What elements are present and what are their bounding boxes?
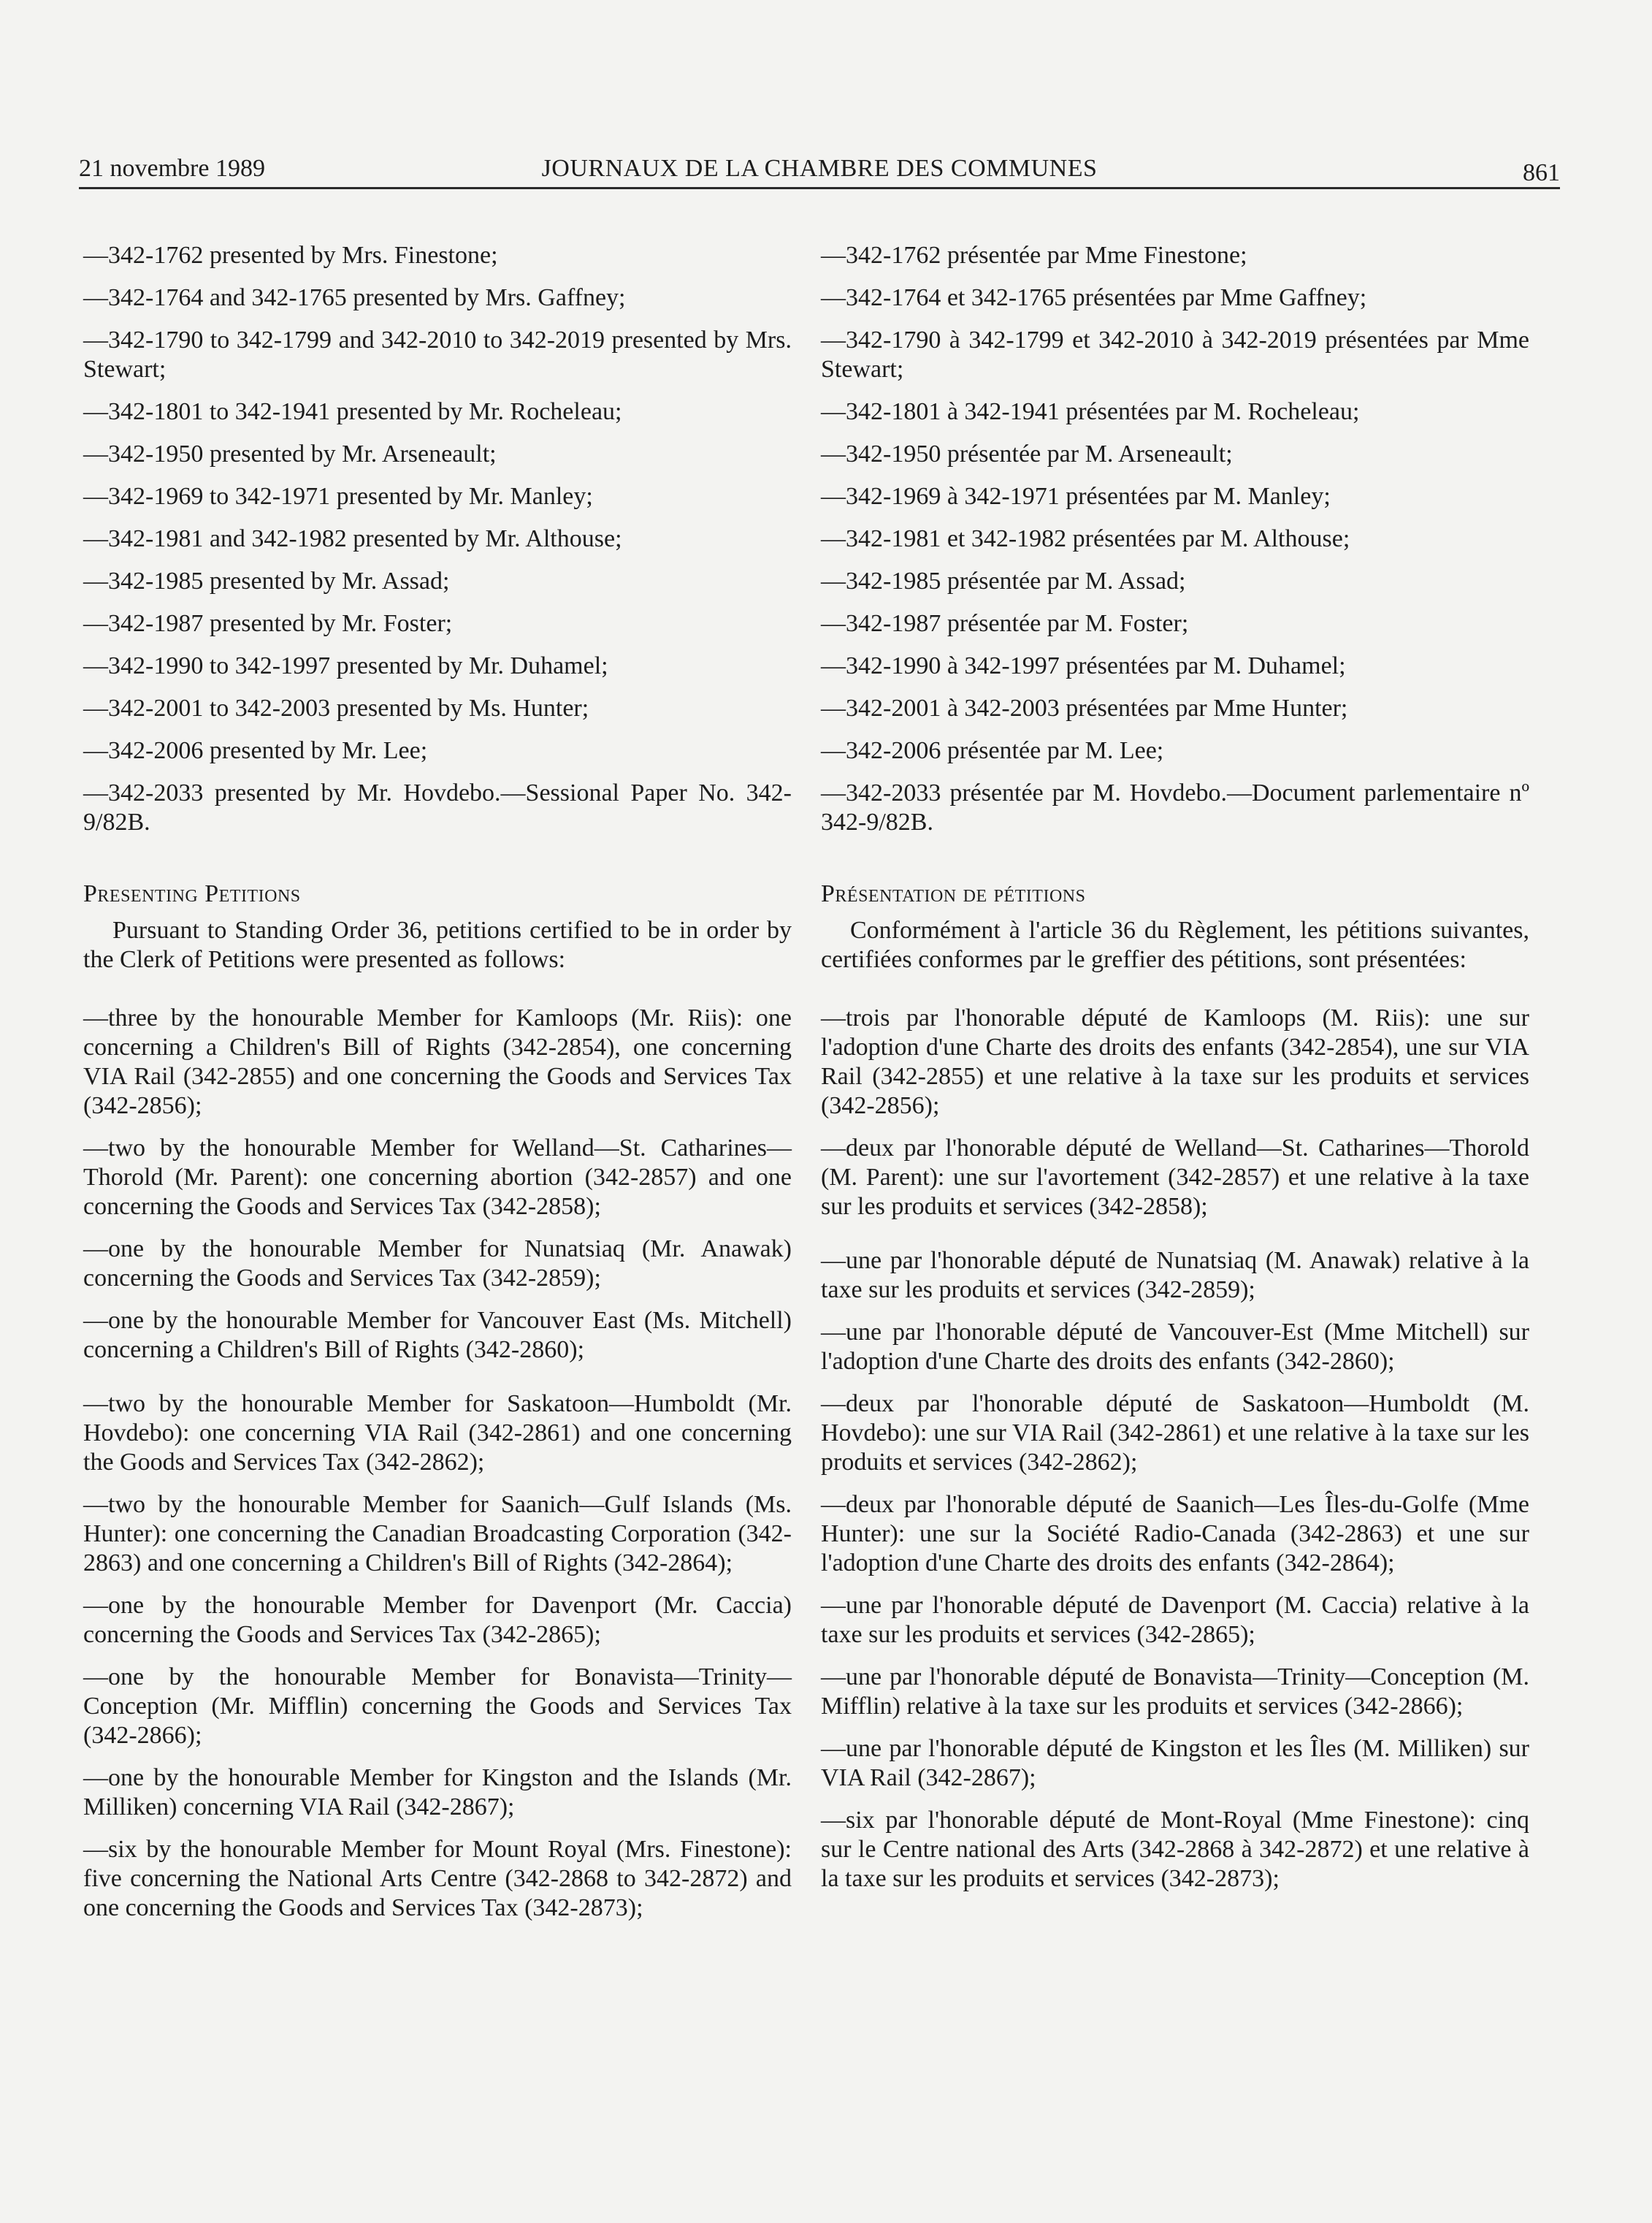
list-item: —342-1762 présentée par Mme Finestone; <box>821 242 1247 269</box>
petition-item: —une par l'honorable député de Bonavista—Trinity—Conception (M. Mifflin) relative à la taxe sur les produits et services (342-2866); <box>821 1663 1529 1720</box>
list-item: —342-2006 presented by Mr. Lee; <box>83 737 428 764</box>
petition-item: —one by the honourable Member for Nunatsiaq (Mr. Anawak) concerning the Goods and Services Tax (342-2859); <box>83 1235 792 1292</box>
page-number: 861 <box>1523 159 1560 186</box>
list-item: —342-1969 to 342-1971 presented by Mr. Manley; <box>83 483 593 510</box>
list-item: —342-1764 and 342-1765 presented by Mrs. Gaffney; <box>83 284 626 311</box>
petition-item: —one by the honourable Member for Vancouver East (Ms. Mitchell) concerning a Children's Bill of Rights (342-2860); <box>83 1307 792 1363</box>
section-heading: Présentation de pétitions <box>821 880 1086 907</box>
petition-item: —two by the honourable Member for Welland—St. Catharines—Thorold (Mr. Parent): one concerning abortion (342-2857) and one concerning the Goods and Services Tax (342-2858); <box>83 1135 792 1220</box>
section-intro: Conformément à l'article 36 du Règlement, les pétitions suivantes, certifiées conformes par le greffier des pétitions, sont présentées: <box>821 917 1529 973</box>
page-header <box>79 146 1560 189</box>
list-item: —342-1950 presented by Mr. Arseneault; <box>83 441 497 468</box>
petition-item: —one by the honourable Member for Davenport (Mr. Caccia) concerning the Goods and Services Tax (342-2865); <box>83 1592 792 1648</box>
petition-item: —une par l'honorable député de Nunatsiaq (M. Anawak) relative à la taxe sur les produits et services (342-2859); <box>821 1247 1529 1303</box>
list-item: —342-2001 to 342-2003 presented by Ms. Hunter; <box>83 695 589 722</box>
petition-item: —une par l'honorable député de Vancouver-Est (Mme Mitchell) sur l'adoption d'une Charte des droits des enfants (342-2860); <box>821 1319 1529 1375</box>
list-item: —342-1950 présentée par M. Arseneault; <box>821 441 1233 468</box>
list-item: —342-1985 présentée par M. Assad; <box>821 568 1186 595</box>
petition-list <box>821 1004 1529 1894</box>
list-item: —342-1801 à 342-1941 présentées par M. Rocheleau; <box>821 398 1360 425</box>
petition-item: —one by the honourable Member for Kingston and the Islands (Mr. Milliken) concerning VIA Rail (342-2867); <box>83 1764 792 1820</box>
french-column <box>821 241 1529 1907</box>
list-item: —342-1987 présentée par M. Foster; <box>821 610 1189 637</box>
sessional-paper-list <box>83 241 792 837</box>
petition-item: —trois par l'honorable député de Kamloops (M. Riis): une sur l'adoption d'une Charte des droits des enfants (342-2854), une sur VIA Rail (342-2855) et une relative à la taxe sur les produits et services (342-2856); <box>821 1004 1529 1119</box>
petition-item: —two by the honourable Member for Saanich—Gulf Islands (Ms. Hunter): one concerning the Canadian Broadcasting Corporation (342-2863) and one concerning a Children's Bill of Rights (342-2864); <box>83 1491 792 1576</box>
petition-item: —two by the honourable Member for Saskatoon—Humboldt (Mr. Hovdebo): one concerning VIA Rail (342-2861) and one concerning the Goods and Services Tax (342-2862); <box>83 1390 792 1476</box>
list-item: —342-1762 presented by Mrs. Finestone; <box>83 242 498 269</box>
petition-item: —one by the honourable Member for Bonavista—Trinity—Conception (Mr. Mifflin) concerning the Goods and Services Tax (342-2866); <box>83 1663 792 1749</box>
header-date: 21 novembre 1989 <box>79 155 265 182</box>
list-item: —342-1969 à 342-1971 présentées par M. Manley; <box>821 483 1331 510</box>
petition-item: —deux par l'honorable député de Saanich—Les Îles-du-Golfe (Mme Hunter): une sur la Société Radio-Canada (342-2863) et une sur l'adoption d'une Charte des droits des enfants (342-2864); <box>821 1491 1529 1576</box>
list-item: —342-2033 presented by Mr. Hovdebo.—Sessional Paper No. 342-9/82B. <box>83 779 792 836</box>
list-item: —342-1981 et 342-1982 présentées par M. Althouse; <box>821 525 1350 552</box>
petition-item: —six par l'honorable député de Mont-Royal (Mme Finestone): cinq sur le Centre national des Arts (342-2868 à 342-2872) et une relative à la taxe sur les produits et services (342-2873); <box>821 1807 1529 1892</box>
petition-item: —deux par l'honorable député de Saskatoon—Humboldt (M. Hovdebo): une sur VIA Rail (342-2861) et une relative à la taxe sur les produits et services (342-2862); <box>821 1390 1529 1476</box>
petition-item: —une par l'honorable député de Kingston et les Îles (M. Milliken) sur VIA Rail (342-2867); <box>821 1735 1529 1791</box>
list-item: —342-1985 presented by Mr. Assad; <box>83 568 450 595</box>
section-intro: Pursuant to Standing Order 36, petitions certified to be in order by the Clerk of Petitions were presented as follows: <box>83 917 792 973</box>
list-item: —342-2001 à 342-2003 présentées par Mme Hunter; <box>821 695 1348 722</box>
list-item: —342-1790 to 342-1799 and 342-2010 to 342-2019 presented by Mrs. Stewart; <box>83 327 792 383</box>
petition-list <box>83 1004 792 1923</box>
english-column <box>83 241 792 1936</box>
list-item: —342-1764 et 342-1765 présentées par Mme Gaffney; <box>821 284 1367 311</box>
petition-item: —une par l'honorable député de Davenport (M. Caccia) relative à la taxe sur les produits et services (342-2865); <box>821 1592 1529 1648</box>
journal-title: JOURNAUX DE LA CHAMBRE DES COMMUNES <box>541 155 1098 182</box>
section-heading: Presenting Petitions <box>83 880 301 907</box>
list-item: —342-1801 to 342-1941 presented by Mr. Rocheleau; <box>83 398 622 425</box>
petition-item: —three by the honourable Member for Kamloops (Mr. Riis): one concerning a Children's Bill of Rights (342-2854), one concerning VIA Rail (342-2855) and one concerning the Goods and Services Tax (342-2856); <box>83 1004 792 1119</box>
petition-item: —six by the honourable Member for Mount Royal (Mrs. Finestone): five concerning the National Arts Centre (342-2868 to 342-2872) and one concerning the Goods and Services Tax (342-2873); <box>83 1836 792 1921</box>
list-item: —342-2006 présentée par M. Lee; <box>821 737 1164 764</box>
sessional-paper-list <box>821 241 1529 837</box>
list-item: —342-1790 à 342-1799 et 342-2010 à 342-2019 présentées par Mme Stewart; <box>821 327 1529 383</box>
list-item: —342-1990 à 342-1997 présentées par M. Duhamel; <box>821 652 1346 679</box>
petition-item: —deux par l'honorable député de Welland—St. Catharines—Thorold (M. Parent): une sur l'avortement (342-2857) et une relative à la taxe sur les produits et services (342-2858); <box>821 1135 1529 1220</box>
list-item: —342-2033 présentée par M. Hovdebo.—Document parlementaire nº 342-9/82B. <box>821 779 1529 836</box>
list-item: —342-1990 to 342-1997 presented by Mr. Duhamel; <box>83 652 608 679</box>
list-item: —342-1987 presented by Mr. Foster; <box>83 610 453 637</box>
list-item: —342-1981 and 342-1982 presented by Mr. Althouse; <box>83 525 622 552</box>
